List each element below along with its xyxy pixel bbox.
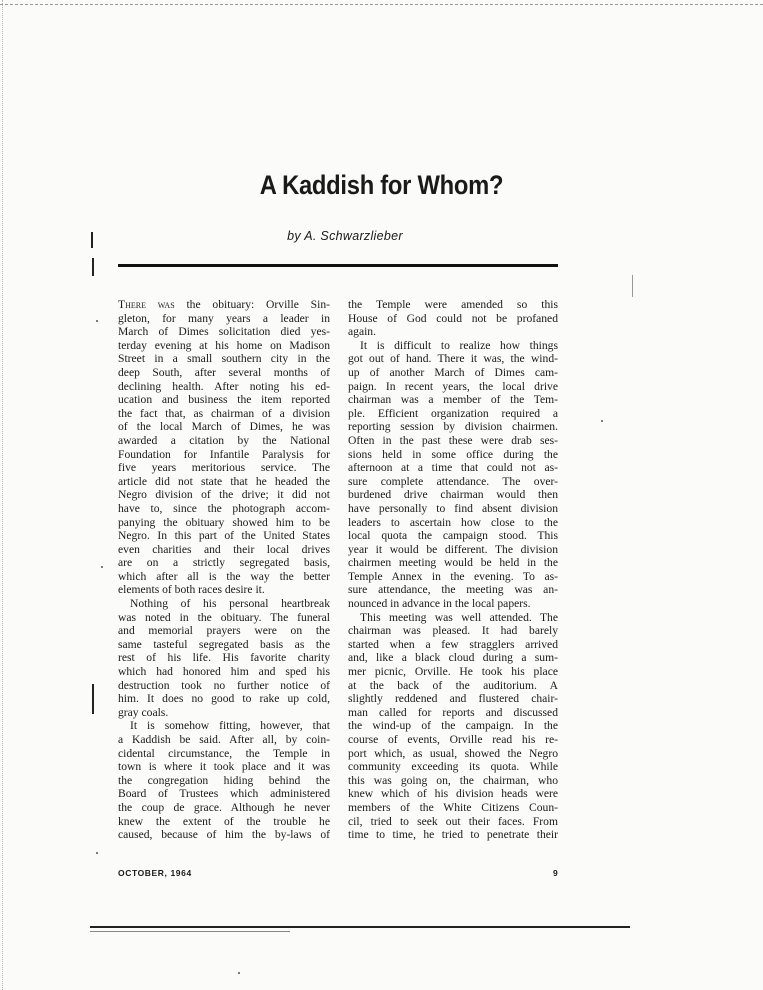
text-line: Negro. In this part of the United States [118, 529, 330, 543]
text-line: started when a few stragglers arrived [348, 637, 558, 651]
text-line: up of another March of Dimes cam- [348, 365, 558, 379]
text-line: ucation and business the item reported [118, 393, 330, 407]
text-line: of the local March of Dimes, he was [118, 420, 330, 434]
text-line: Negro division of the drive; it did not [118, 488, 330, 502]
text-line: which had honored him and sped his [118, 665, 330, 679]
scan-top-edge [0, 4, 763, 5]
text-line: article did not state that he headed the [118, 474, 330, 488]
text-line: local quota the campaign stood. This [348, 529, 558, 543]
text-line: Street in a small southern city in the [118, 352, 330, 366]
text-line: declining health. After noting his ed- [118, 379, 330, 393]
margin-mark [92, 258, 94, 276]
text-line: It is difficult to realize how things [360, 338, 558, 352]
margin-mark [92, 684, 94, 714]
text-line: This meeting was well attended. The [360, 610, 558, 624]
text-line: cil, tried to seek out their faces. From [348, 814, 558, 828]
text-line: ple. Efficient organization required a [348, 406, 558, 420]
text-line: five years meritorious service. The [118, 461, 330, 475]
text-line: man called for reports and discussed [348, 705, 558, 719]
text-line: nounced in advance in the local papers. [348, 597, 531, 611]
text-line: destruction took no further notice of [118, 678, 330, 692]
text-line: town is where it took place and it was [118, 760, 330, 774]
text-line: Temple Annex in the evening. To as- [348, 569, 558, 583]
text-line: this was going on, the chairman, who [348, 773, 558, 787]
text-line: him. It does no good to rake up cold, [118, 692, 330, 706]
text-line: community exceeding its quota. While [348, 760, 558, 774]
text-line: the congregation hiding behind the [118, 773, 330, 787]
text-line: It is somehow fitting, however, that [130, 719, 330, 733]
text-line: sions held in some office during the [348, 447, 558, 461]
text-line: paign. In recent years, the local drive [348, 379, 558, 393]
text-line: leaders to ascertain how close to the [348, 515, 558, 529]
text-line: time to time, he tried to penetrate their [348, 828, 558, 842]
text-line: sure attendance, the meeting was an- [348, 583, 558, 597]
text-line: the wind-up of the campaign. In the [348, 719, 558, 733]
text-line: the fact that, as chairman of a division [118, 406, 330, 420]
text-line: afternoon at a time that could not as- [348, 461, 558, 475]
issue-date: OCTOBER, 1964 [118, 868, 192, 878]
text-line: members of the White Citizens Coun- [348, 800, 558, 814]
scan-speck [601, 420, 603, 422]
text-line [118, 298, 330, 312]
scan-left-edge [2, 0, 3, 990]
scan-speck [101, 566, 103, 568]
text-line: elements of both races desire it. [118, 583, 265, 597]
text-line: got out of hand. There it was, the wind- [348, 352, 558, 366]
text-line: deep South, after several months of [118, 365, 330, 379]
text-line: have to, since the photograph accom- [118, 501, 330, 515]
text-line: Nothing of his personal heartbreak [130, 597, 330, 611]
text-line: rest of his life. His favorite charity [118, 651, 330, 665]
text-line: awarded a citation by the National [118, 433, 330, 447]
text-line: chairmen meeting would be held in the [348, 556, 558, 570]
article-title: A Kaddish for Whom? [259, 170, 504, 200]
text-line: chairman was pleased. It had barely [348, 624, 558, 638]
text-line: panying the obituary showed him to be [118, 515, 330, 529]
text-line: was noted in the obituary. The funeral [118, 610, 330, 624]
text-line: burdened drive chairman would then [348, 488, 558, 502]
text-line: terday evening at his home on Madison [118, 338, 330, 352]
text-line: even charities and their local drives [118, 542, 330, 556]
article-byline: by A. Schwarzlieber [287, 229, 403, 243]
text-line: caused, because of him the by-laws of [118, 828, 330, 842]
text-line: and memorial prayers were on the [118, 624, 330, 638]
text-line: the Temple were amended so this [348, 298, 558, 311]
scan-speck [96, 320, 98, 322]
text-line: reporting session by division chairmen. [348, 420, 558, 434]
text-line: have personally to find absent division [348, 501, 558, 515]
text-line: slightly reddened and flustered chair- [348, 692, 558, 706]
left-column [118, 298, 330, 842]
margin-mark [632, 275, 633, 297]
text-line: March of Dimes solicitation died yes- [118, 325, 330, 339]
bottom-rule [90, 926, 630, 928]
title-divider [118, 264, 558, 267]
text-line: again. [348, 325, 377, 339]
text-line: and, like a black cloud during a sum- [348, 651, 558, 665]
text-line: knew the extent of the trouble he [118, 814, 330, 828]
text-line: knew which of his division heads were [348, 787, 558, 801]
text-line: port which, as usual, showed the Negro [348, 746, 558, 760]
text-line: the coup de grace. Although he never [118, 800, 330, 814]
text-line-body: the obituary: Orville Sin- [186, 298, 330, 311]
text-line: cidental circumstance, the Temple in [118, 746, 330, 760]
text-line: chairman was a member of the Tem- [348, 393, 558, 407]
text-line: Foundation for Infantile Paralysis for [118, 447, 330, 461]
text-line: sure complete attendance. The over- [348, 474, 558, 488]
text-line: year it would be different. The division [348, 542, 558, 556]
page-number: 9 [553, 868, 559, 878]
text-line: which after all is the way the better [118, 569, 330, 583]
text-line: Board of Trustees which administered [118, 787, 330, 801]
bottom-rule-shadow [90, 931, 290, 932]
text-line: at the back of the auditorium. A [348, 678, 558, 692]
lead-in: There was [118, 298, 175, 311]
scan-speck [238, 972, 240, 974]
right-column [348, 298, 558, 842]
text-line: mer picnic, Orville. He took his place [348, 665, 558, 679]
text-line: House of God could not be profaned [348, 311, 558, 325]
text-line: gleton, for many years a leader in [118, 311, 330, 325]
text-line: are on a strictly segregated basis, [118, 556, 330, 570]
text-line: gray coals. [118, 705, 169, 719]
text-line: same tasteful segregated basis as the [118, 637, 330, 651]
text-line: course of events, Orville read his re- [348, 733, 558, 746]
text-line: a Kaddish be said. After all, by coin- [118, 733, 330, 746]
scan-speck [96, 852, 98, 854]
text-line: Often in the past these were drab ses- [348, 433, 558, 447]
